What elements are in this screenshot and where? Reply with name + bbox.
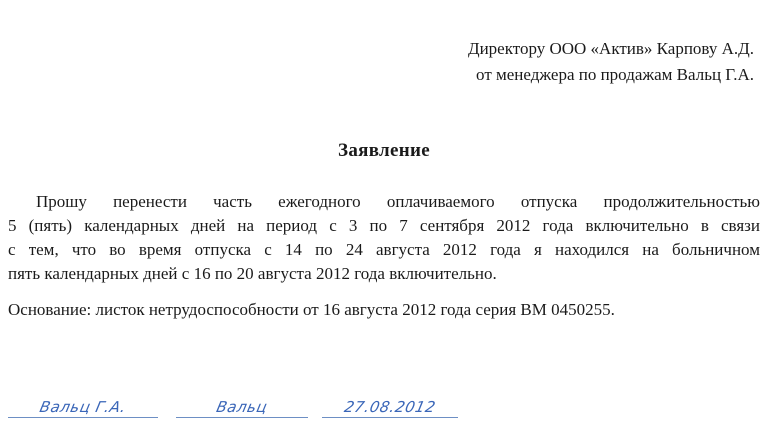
handwritten-date: 27.08.2012 xyxy=(342,398,438,416)
signature-field-name xyxy=(8,394,158,424)
basis-line: Основание: листок нетрудоспособности от 16 августа 2012 года серия ВМ 0450255. xyxy=(8,300,615,319)
body-line: пять календарных дней с 16 по 20 августа 2012 года включительно. xyxy=(8,264,497,283)
addressee-block xyxy=(468,36,754,88)
handwritten-name: Вальц Г.А. xyxy=(38,398,128,416)
application-body xyxy=(8,190,760,286)
body-line: Прошу перенести часть ежегодного оплачиваемого отпуска продолжительностью xyxy=(36,192,760,211)
signature-field-sign xyxy=(176,394,308,424)
signature-underline xyxy=(8,417,158,418)
signature-field-date xyxy=(322,394,458,424)
body-line: 5 (пять) календарных дней на период с 3 по 7 сентября 2012 года включительно в связи xyxy=(8,216,760,235)
handwritten-signature: Вальц xyxy=(214,398,270,416)
document-title: Заявление xyxy=(338,140,430,161)
signature-underline xyxy=(176,417,308,418)
addressee-line-director: Директору ООО «Актив» Карпову А.Д. xyxy=(467,39,754,58)
signature-underline xyxy=(322,417,458,418)
body-line: с тем, что во время отпуска с 14 по 24 августа 2012 года я находился на больничном xyxy=(8,240,760,259)
addressee-line-sender: от менеджера по продажам Вальц Г.А. xyxy=(476,65,754,84)
